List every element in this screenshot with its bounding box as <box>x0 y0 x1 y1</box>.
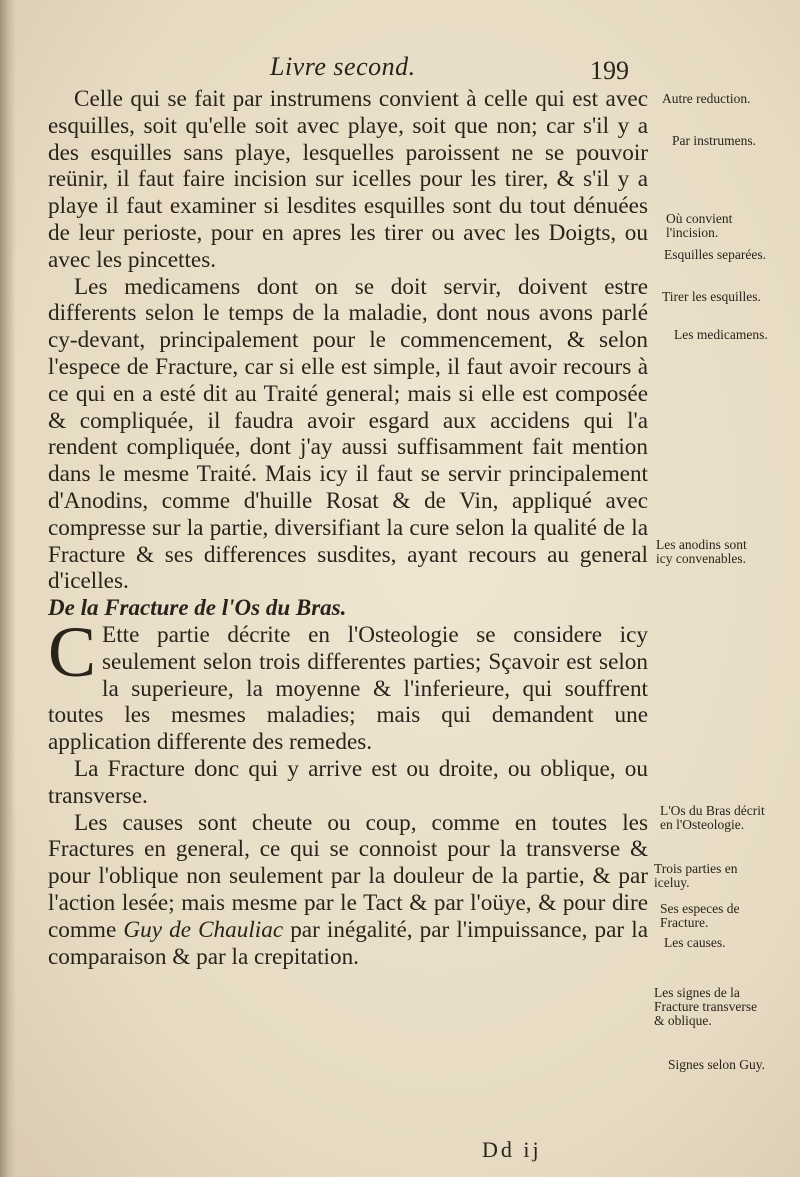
paragraph-2: Les medicamens dont on se doit servir, doivent estre differents selon le temps de la maladie, dont nous avons parlé cy-devant, principalement pour le commencement, & selon l'espece de Fracture, car si elle est simple, il faut avoir recours à ce qui en a esté dit au Traité general; mais si elle est composée & compliquée, il faudra avoir esgard aux accidens qui l'a rendent compliquée, dont j'ay aussi suffisamment fait mention dans le mesme Traité. Mais icy il faut se servir principalement d'Anodins, comme d'huille Rosat & de Vin, appliqué avec compresse sur la partie, diversifiant la cure selon la qualité de la Fracture & ses differences susdites, ayant recours au general d'icelles. <box>48 273 648 595</box>
page-number: 199 <box>590 56 629 85</box>
margin-note: Les signes de la Fracture transverse & oblique. <box>654 985 758 1028</box>
drop-cap: C <box>48 611 97 692</box>
signature-mark: Dd ij <box>482 1137 542 1162</box>
margin-note: Ses especes de Fracture. <box>660 901 740 930</box>
paragraph-4: La Fracture donc qui y arrive est ou droite, ou oblique, ou transverse. <box>48 755 648 809</box>
paragraph-1: Celle qui se fait par instrumens convient à celle qui est avec esquilles, soit qu'elle soit avec playe, soit que non; car s'il y a des esquilles sans playe, lesquelles paroissent ne se pouvoir reünir, il faut faire incision sur icelles pour les tirer, & s'il y a playe il faut examiner si lesdites esquilles sont du tout dénuées de leur perioste, pour en apres les tirer ou avec les Doigts, ou avec les pincettes. <box>48 86 648 273</box>
margin-note: Autre reduction. <box>662 91 751 106</box>
paragraph-3-text: Ette partie décrite en l'Osteologie se considere icy seulement selon trois differentes parties; Sçavoir est selon la superieure, la moyenne & l'inferieure, qui souffrent toutes les mesmes maladies; mais qui demandent une application differente des remedes. <box>48 621 648 756</box>
margin-note: Les medicamens. <box>674 327 768 342</box>
margin-note: Par instrumens. <box>672 133 756 148</box>
margin-notes <box>650 0 800 1177</box>
paragraph-3 <box>48 611 648 756</box>
margin-note: L'Os du Bras décrit en l'Osteologie. <box>660 803 765 832</box>
margin-note: Signes selon Guy. <box>668 1057 765 1072</box>
paragraph-5-text-a: Les causes sont cheute ou coup, comme en toutes les Fractures en general, ce qui se connoist pour la transverse & pour l'oblique non seulement par la douleur de la partie, & par l'action lesée; mais mesme par le Tact & par l'oüye, & pour dire comme <box>48 809 648 943</box>
paragraph-5-text-b: par inégalité, par l'impuissance, par la comparaison & par la crepitation. <box>48 916 648 970</box>
running-title: Livre second. <box>270 52 416 81</box>
margin-note: Les causes. <box>664 935 726 950</box>
paragraph-5 <box>48 810 648 971</box>
section-heading: De la Fracture de l'Os du Bras. <box>48 595 347 621</box>
margin-note: Où convient l'incision. <box>666 211 733 240</box>
author-name: Guy de Chauliac <box>123 916 284 943</box>
margin-note: Esquilles separées. <box>664 247 766 262</box>
margin-note: Les anodins sont icy convenables. <box>656 537 747 566</box>
main-text <box>48 86 648 970</box>
margin-note: Trois parties en iceluy. <box>654 861 738 890</box>
page-gutter-shadow <box>0 0 16 1177</box>
margin-note: Tirer les esquilles. <box>662 289 761 304</box>
